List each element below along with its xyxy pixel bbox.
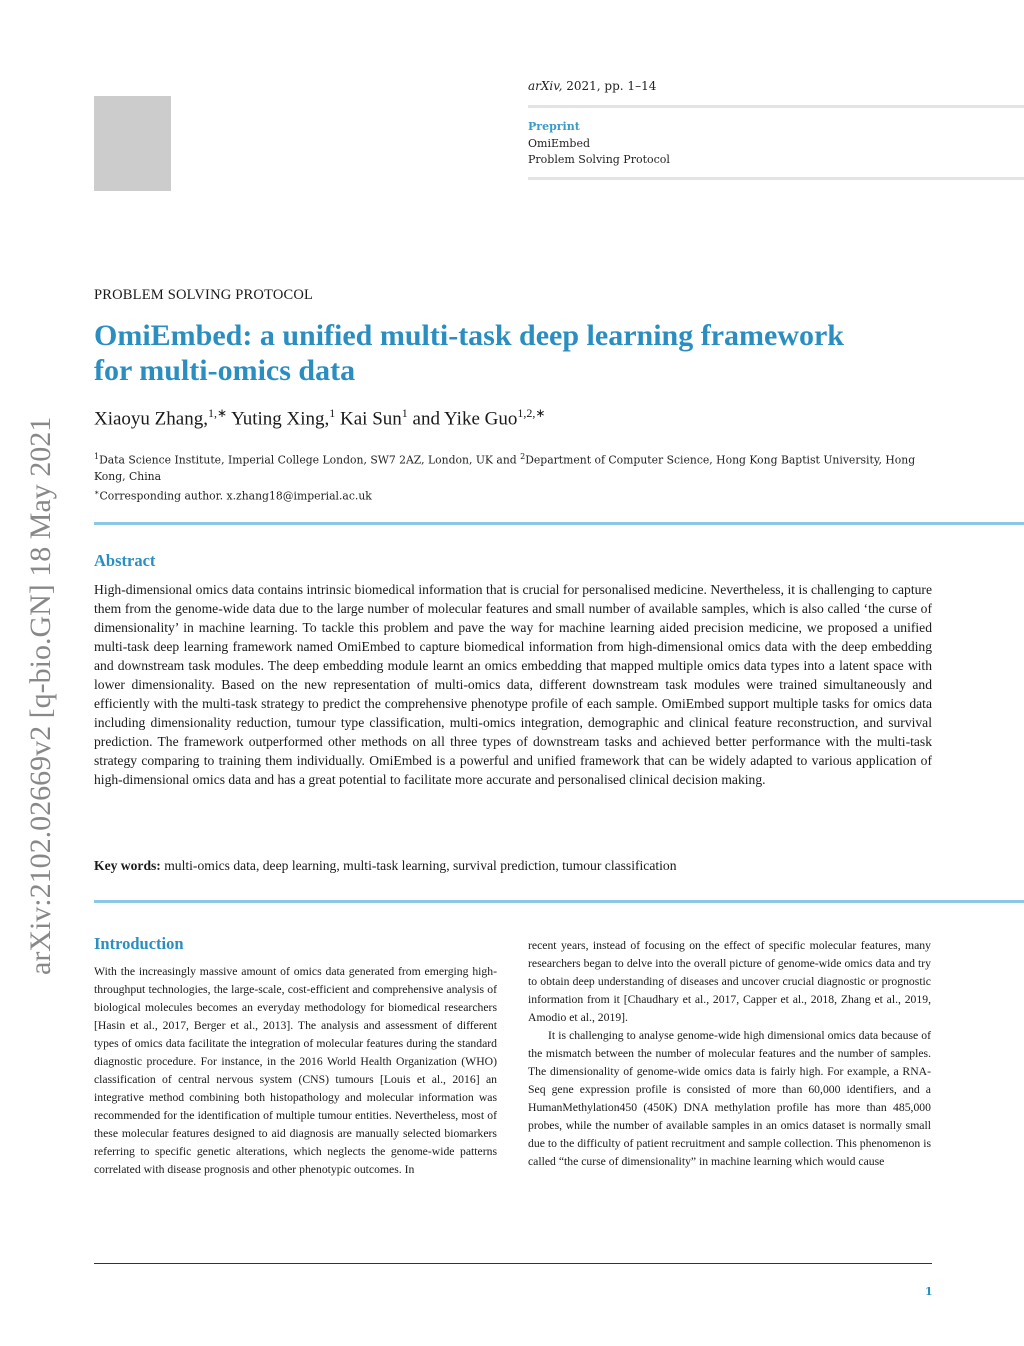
journal-name: arXiv, [528,79,563,93]
header-meta [528,119,670,169]
footer-rule [94,1263,932,1264]
corr-sup: ∗ [94,487,100,497]
author-sup: 1,2,∗ [517,406,546,420]
paper-title: OmiEmbed: a unified multi-task deep learning framework for multi-omics data [94,319,844,387]
affil-sup-2: 2 [520,452,526,461]
article-type: Problem Solving Protocol [528,153,670,166]
author-sup: 1,∗ [207,406,228,420]
journal-logo-placeholder [94,96,171,191]
intro-right-column [528,937,931,1171]
author-name: and Yike Guo [407,408,518,430]
intro-paragraph: recent years, instead of focusing on the effect of specific molecular features, many researchers began to delve into the overall picture of genome-wide omics data and try to obtain deep understanding of diseases and uncover crucial diagnostic or prognostic information from it [Chaudhary et al., 2017, Capper et al., 2018, Zhang et al., 2019, Amodio et al., 2019]. [528,939,931,1024]
author-name: Yuting Xing, [227,408,330,430]
arxiv-side-stamp: arXiv:2102.02669v2 [q-bio.GN] 18 May 2021 [24,416,57,975]
keywords-label: Key words: [94,858,161,873]
author-sup: 1 [329,406,336,420]
journal-line [528,79,656,93]
affiliation-2: Department of Computer Science, Hong Kong Baptist University, Hong Kong, China [94,453,916,483]
keywords [94,858,932,874]
corresponding-author: Corresponding author. x.zhang18@imperial.ac.uk [99,489,372,503]
affil-sup-1: 1 [94,452,100,461]
abstract-text: High-dimensional omics data contains intrinsic biomedical information that is crucial for personalised medicine. Nevertheless, it is challenging to capture them from the genome-wide data due to the large number of molecular features and small number of available samples, which is also called ‘the curse of dimensionality’ in machine learning. To tackle this problem and pave the way for machine learning aided precision medicine, we proposed a unified multi-task deep learning framework named OmiEmbed to capture biomedical information from high-dimensional omics data with the deep embedding and downstream task modules. The deep embedding module learnt an omics embedding that mapped multiple omics data types into a latent space with lower dimensionality. Based on the new representation of multi-omics data, different downstream task modules were trained simultaneously and efficiently with the multi-task strategy to predict the comprehensive phenotype profile of each sample. OmiEmbed support multiple tasks for omics data including dimensionality reduction, tumour type classification, multi-omics integration, demographic and clinical feature reconstruction, and survival prediction. The framework outperformed other methods on all three types of downstream tasks and achieved better performance with the multi-task strategy comparing to training them individually. OmiEmbed is a powerful and unified framework that can be widely adapted to various application of high-dimensional omics data and has a great potential to facilitate more accurate and personalised clinical decision making. [94,582,932,787]
introduction-heading: Introduction [94,934,184,953]
abstract-rule-bottom [94,900,1024,903]
intro-paragraph: With the increasingly massive amount of omics data generated from emerging high-throughput technologies, the large-scale, cost-efficient and comprehensive analysis of biological molecules becomes an everyday methodology for biomedical researchers [Hasin et al., 2017, Berger et al., 2013]. The analysis and assessment of different types of omics data facilitate the integration of molecular features during the standard diagnostic procedure. For instance, in the 2016 World Health Organization (WHO) classification of central nervous system (CNS) tumours [Louis et al., 2016] an integrative method combining both histopathology and molecular information was recommended for the identification of multiple tumour entities. Nevertheless, most of these molecular features designed to aid diagnosis are manually selected biomarkers referring to specific genetic alterations, which neglects the genome-wide patterns correlated with disease prognosis and other phenotypic outcomes. In [94,965,497,1176]
abstract-heading: Abstract [94,551,156,570]
author-name: Xiaoyu Zhang, [94,408,208,430]
intro-left-column [94,963,497,1179]
abstract-rule-top [94,522,1024,525]
paper-short-title: OmiEmbed [528,136,591,150]
affiliations [94,449,934,504]
intro-paragraph: It is challenging to analyse genome-wide high dimensional omics data because of the mismatch between the number of molecular features and the number of samples. The dimensionality of genome-wide omics data is fairly high. For example, a RNA-Seq gene expression profile is consisted of more than 60,000 identifiers, and a HumanMethylation450 (450K) DNA methylation profile has more than 485,000 probes, while the number of available samples in an omics dataset is normally small due to the difficulty of patient recruitment and sample collection. This phenomenon is called “the curse of dimensionality” in machine learning which would cause [528,1029,931,1168]
affiliation-line [94,449,934,485]
page-number: 1 [925,1285,933,1298]
header-rule-top [528,105,1024,108]
article-kind: PROBLEM SOLVING PROTOCOL [94,287,314,303]
corresponding-line [94,485,934,505]
affiliation-1: Data Science Institute, Imperial College London, SW7 2AZ, London, UK and [99,453,521,467]
author-name: Kai Sun [335,408,402,430]
keywords-text: multi-omics data, deep learning, multi-task learning, survival prediction, tumour classification [160,858,677,873]
journal-year-pages: 2021, pp. 1–14 [562,79,657,93]
author-sup: 1 [401,406,408,420]
preprint-label: Preprint [528,120,580,133]
header-rule-bottom [528,177,1024,180]
author-list [94,406,545,430]
